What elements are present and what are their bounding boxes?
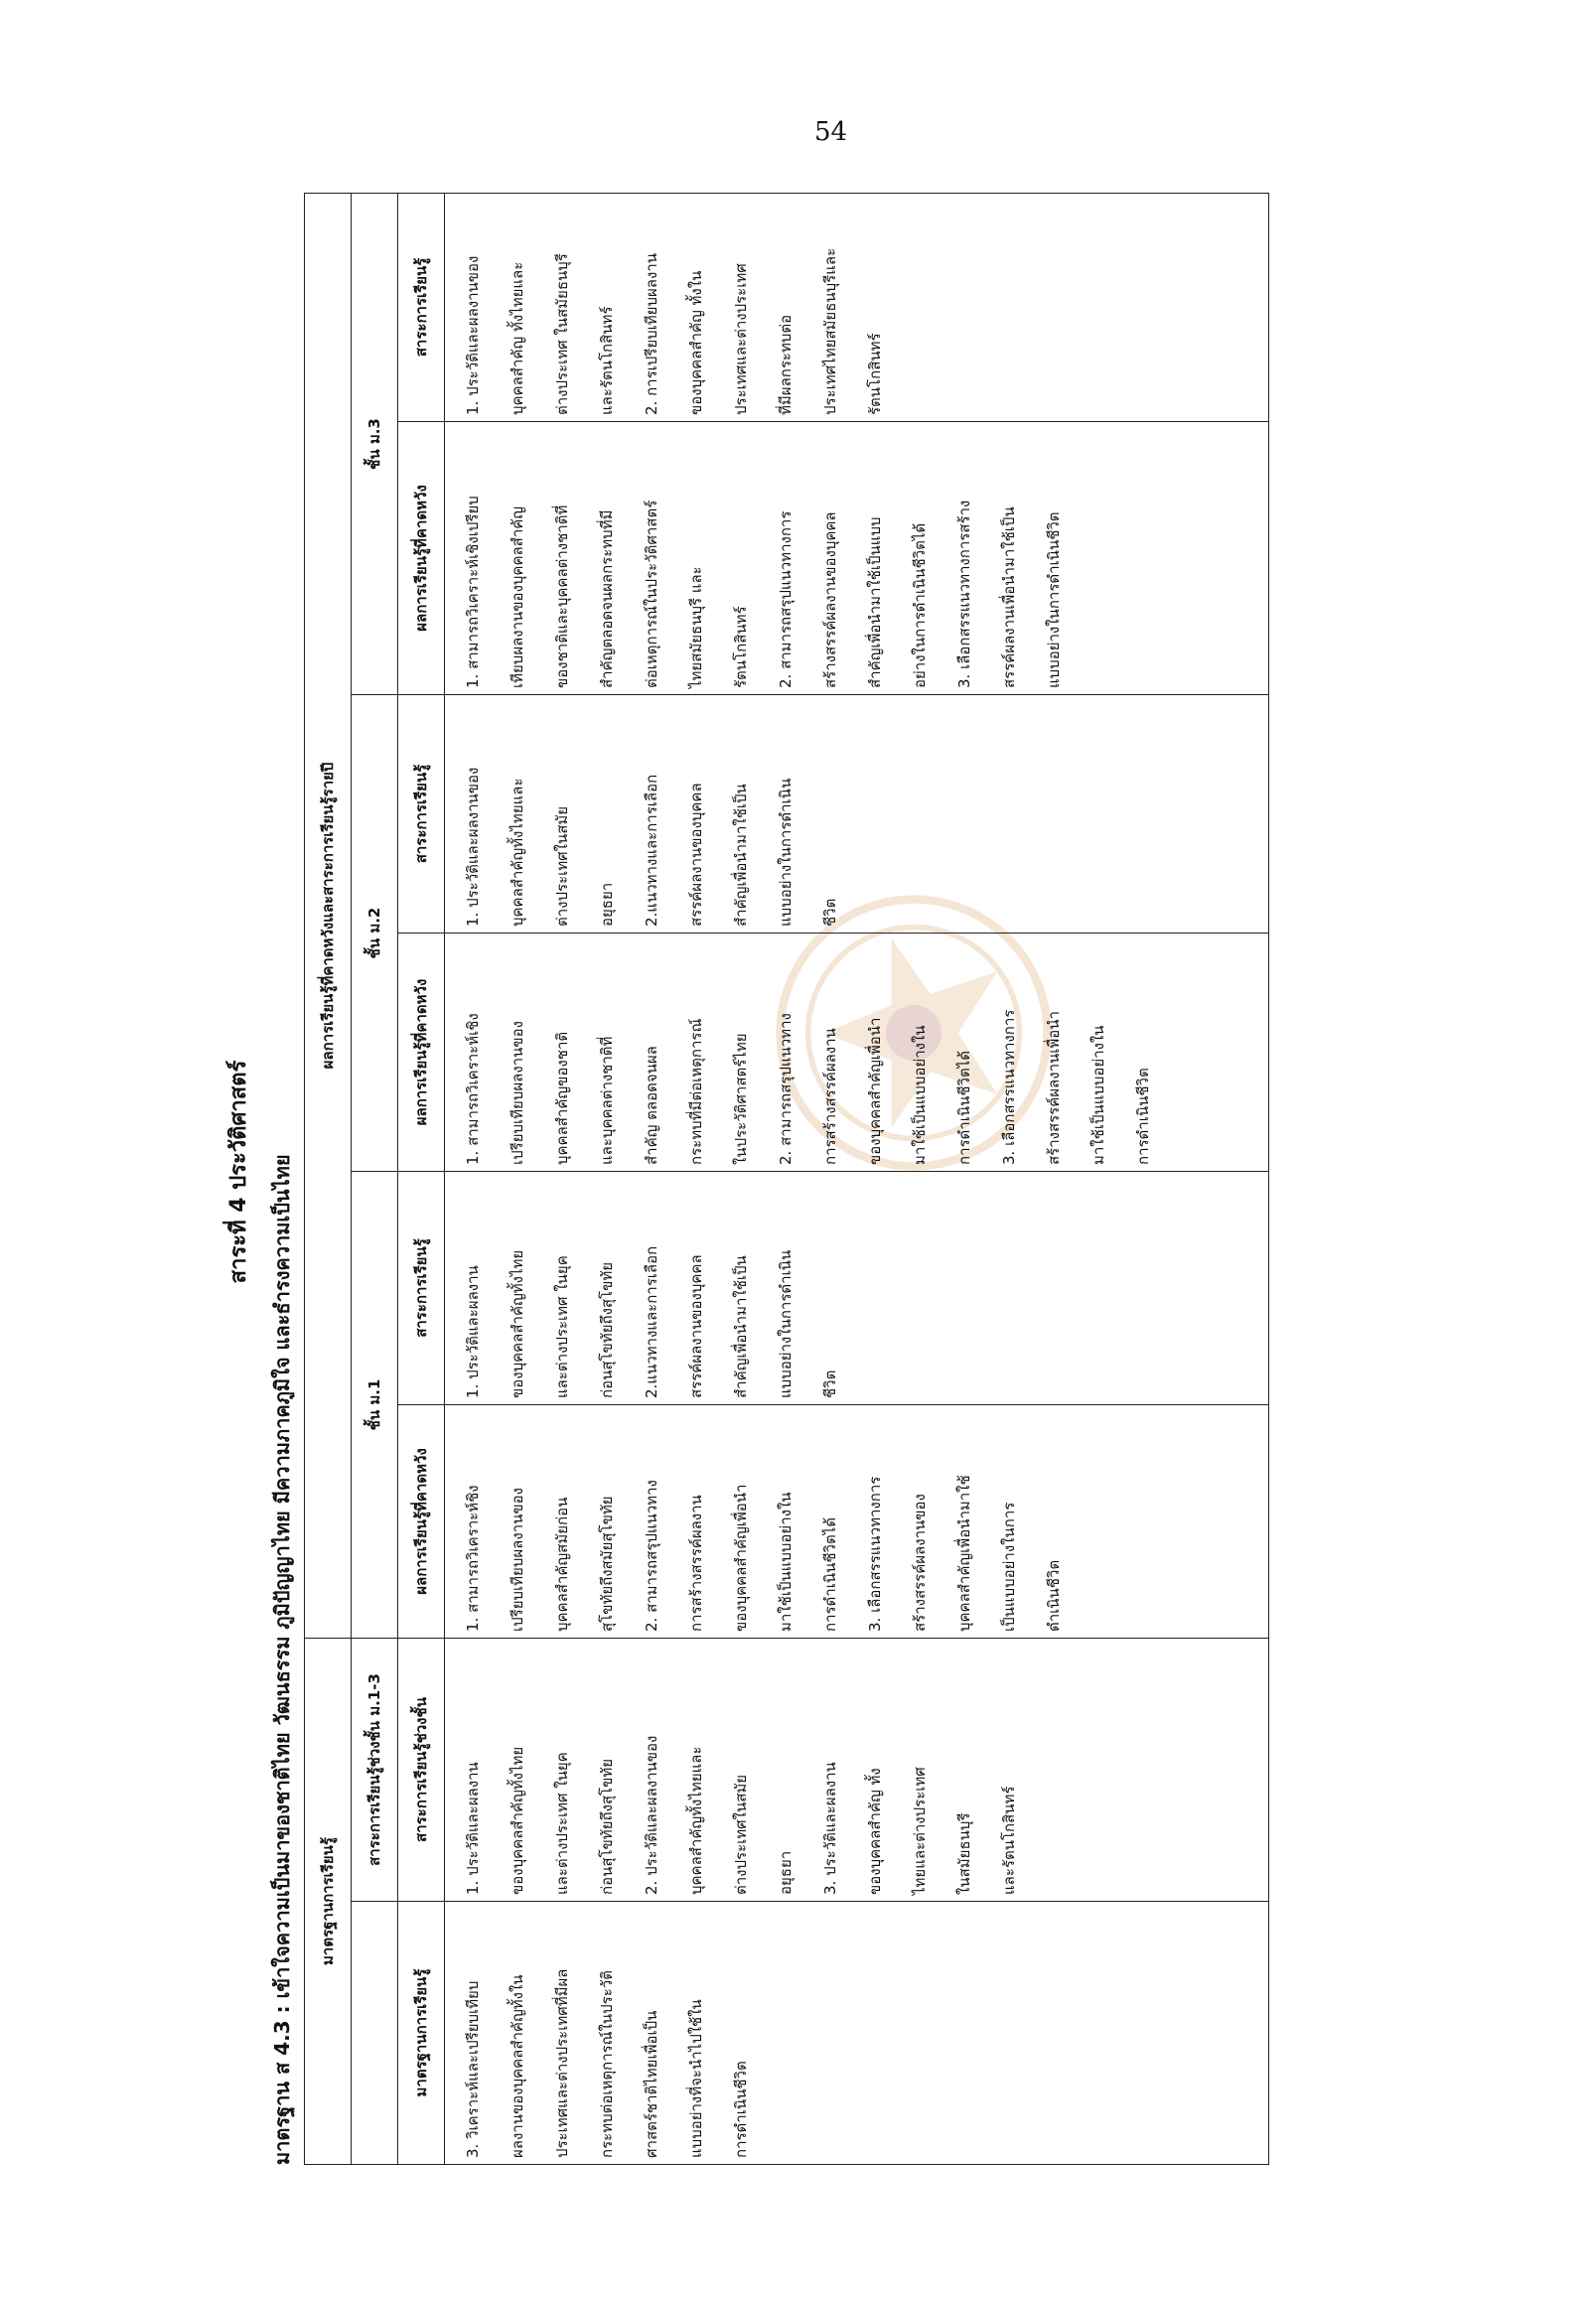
cell-line: 2.แนวทางและการเลือก xyxy=(643,774,660,927)
cell-line: ของชาติและบุคคลต่างชาติที่ xyxy=(553,504,571,688)
cell-line: และรัตนโกสินทร์ xyxy=(598,306,616,415)
cell-line: บุคคลสำคัญของชาติ xyxy=(553,1031,571,1165)
cell-line: 1. ประวัติและผลงาน xyxy=(464,1762,482,1895)
m1-expected-header: ผลการเรียนรู้ที่คาดหวัง xyxy=(398,1405,445,1639)
cell-line: แบบอย่างในการดำเนิน xyxy=(777,778,795,927)
cell-line: 1. สามารถวิเคราะห์เชิงเปรียบ xyxy=(464,496,482,688)
cell-line: 3. วิเคราะห์และเปรียบเทียบ xyxy=(464,1980,482,2158)
cell-line: 3. เลือกสรรแนวทางการ xyxy=(866,1476,884,1632)
cell-line: 1. ประวัติและผลงาน xyxy=(464,1265,482,1398)
cell-line: ไทยและต่างประเทศ xyxy=(911,1767,929,1895)
cell-line: บุคคลสำคัญสมัยก่อน xyxy=(553,1497,571,1632)
cell-line: อยุธยา xyxy=(777,1850,795,1895)
cell-line: สร้างสรรค์ผลงานของ xyxy=(911,1494,929,1632)
cell-line: ศาสตร์ชาติไทยเพื่อเป็น xyxy=(643,2010,660,2158)
cell-line: 3. เลือกสรรแนวทางการ xyxy=(1000,1009,1018,1165)
cell-line: ผลงานของบุคคลสำคัญทั้งใน xyxy=(508,1974,526,2158)
cell-line: มาใช้เป็นแบบอย่างใน xyxy=(911,1025,929,1165)
cell-line: 2. สามารถสรุปแนวทาง xyxy=(777,1013,795,1165)
cell-line: สรรค์ผลงานเพื่อนำมาใช้เป็น xyxy=(1000,506,1018,688)
cell-line: สร้างสรรค์ผลงานเพื่อนำ xyxy=(1045,1011,1063,1165)
page-number: 54 xyxy=(814,117,848,147)
cell-line: สำคัญตลอดจนผลกระทบที่มี xyxy=(598,509,616,688)
m3-expected-cell xyxy=(445,422,1269,695)
cell-line: กระทบต่อเหตุการณ์ในประวัติ xyxy=(598,1970,616,2158)
cell-line: 3. เลือกสรรแนวทางการสร้าง xyxy=(955,500,973,688)
content-range-col-header: สาระการเรียนรู้ช่วงชั้น xyxy=(398,1639,445,1902)
cell-line: ของบุคคลสำคัญเพื่อนำ xyxy=(732,1484,750,1632)
cell-line: 1. สามารถวิเคราะห์ชิง xyxy=(464,1485,482,1632)
cell-line: สุโขทัยถึงสมัยสุโขทัย xyxy=(598,1496,616,1632)
cell-line: รัตนโกสินทร์ xyxy=(866,333,884,415)
cell-line: เป็นแบบอย่างในการ xyxy=(1000,1502,1018,1632)
cell-line: 3. ประวัติและผลงาน xyxy=(821,1762,839,1895)
content-range-cell xyxy=(445,1639,1269,1902)
m1-expected-cell xyxy=(445,1405,1269,1639)
cell-line: ของบุคคลสำคัญทั้งไทย xyxy=(508,1746,526,1895)
cell-line: 1. ประวัติและผลงานของ xyxy=(464,767,482,927)
cell-line: 2. สามารถสรุปแนวทาง xyxy=(643,1480,660,1632)
grade-m1-header: ชั้น ม.1 xyxy=(352,1172,398,1639)
m3-expected-header: ผลการเรียนรู้ที่คาดหวัง xyxy=(398,422,445,695)
cell-line: อย่างในการดำเนินชีวิตได้ xyxy=(911,522,929,688)
cell-line: ของบุคคลสำคัญ ทั้ง xyxy=(866,1768,884,1895)
standard-col-header-blank xyxy=(352,1902,398,2165)
standard-col-header: มาตรฐานการเรียนรู้ xyxy=(398,1902,445,2165)
m2-content-cell xyxy=(445,695,1269,934)
cell-line: และต่างประเทศ ในยุค xyxy=(553,1255,571,1398)
cell-line: แบบอย่างที่จะนำไปใช้ใน xyxy=(687,1999,705,2158)
cell-line: เทียบผลงานของบุคคลสำคัญ xyxy=(508,505,526,688)
cell-line: สำคัญเพื่อนำมาใช้เป็นแบบ xyxy=(866,516,884,688)
cell-line: 2. สามารถสรุปแนวทางการ xyxy=(777,510,795,688)
cell-line: ก่อนสุโขทัยถึงสุโขทัย xyxy=(598,1261,616,1398)
cell-line: ในประวัติศาสตร์ไทย xyxy=(732,1033,750,1165)
cell-line: อยุธยา xyxy=(598,882,616,927)
standard-heading: มาตรฐาน ส 4.3 : เข้าใจความเป็นมาของชาติไทย วัฒนธรรม ภูมิปัญญาไทย มีความภาคภูมิใจ และธำรงความเป็นไทย xyxy=(270,1154,294,2165)
cell-line: รัตนโกสินทร์ xyxy=(732,606,750,688)
cell-line: และต่างประเทศ ในยุค xyxy=(553,1752,571,1895)
cell-line: และบุคคลต่างชาติที่ xyxy=(598,1036,616,1165)
cell-line: ประเทศไทยสมัยธนบุรีและ xyxy=(821,247,839,415)
m2-content-header: สาระการเรียนรู้ xyxy=(398,695,445,934)
cell-line: 1. สามารถวิเคราะห์เชิง xyxy=(464,1013,482,1165)
cell-line: บุคคลสำคัญทั้งไทยและ xyxy=(508,778,526,927)
strand-title: สาระที่ 4 ประวัติศาสตร์ xyxy=(226,1060,251,1284)
cell-line: สำคัญ ตลอดจนผล xyxy=(643,1046,660,1165)
cell-line: ที่มีผลกระทบต่อ xyxy=(777,314,795,415)
cell-line: ของบุคคลสำคัญเพื่อนำ xyxy=(866,1017,884,1165)
cell-line: บุคคลสำคัญเพื่อนำมาใช้ xyxy=(955,1475,973,1632)
cell-line: เปรียบเทียบผลงานของ xyxy=(508,1488,526,1632)
cell-line: บุคคลสำคัญ ทั้งไทยและ xyxy=(508,261,526,415)
standard-group-header: มาตรฐานการเรียนรู้ xyxy=(305,1639,352,2165)
landscape-content xyxy=(218,179,1271,2165)
cell-line: 2. การเปรียบเทียบผลงาน xyxy=(643,253,660,415)
cell-line: สรรค์ผลงานของบุคคล xyxy=(687,783,705,927)
cell-line: ต่างประเทศ ในสมัยธนบุรี xyxy=(553,253,571,415)
cell-line: มาใช้เป็นแบบอย่างใน xyxy=(777,1492,795,1632)
cell-line: ของบุคคลสำคัญ ทั้งใน xyxy=(687,270,705,415)
curriculum-table xyxy=(304,193,1269,2165)
grade-m2-header: ชั้น ม.2 xyxy=(352,695,398,1172)
cell-line: แบบอย่างในการดำเนินชีวิต xyxy=(1045,511,1063,688)
cell-line: การสร้างสรรค์ผลงาน xyxy=(821,1028,839,1165)
cell-line: การดำเนินชีวิตได้ xyxy=(955,1051,973,1165)
grade-m3-header: ชั้น ม.3 xyxy=(352,193,398,694)
cell-line: 2.แนวทางและการเลือก xyxy=(643,1245,660,1398)
cell-line: เปรียบเทียบผลงานของ xyxy=(508,1021,526,1165)
cell-line: ต่างประเทศในสมัย xyxy=(553,805,571,927)
m1-content-cell xyxy=(445,1172,1269,1405)
rotated-page-content xyxy=(218,179,1271,2165)
outcome-group-header: ผลการเรียนรู้ที่คาดหวังและสาระการเรียนรู้รายปี xyxy=(305,193,352,1638)
cell-line: การดำเนินชีวิต xyxy=(732,2061,750,2158)
cell-line: สำคัญเพื่อนำมาใช้เป็น xyxy=(732,1255,750,1398)
cell-line: มาใช้เป็นแบบอย่างใน xyxy=(1089,1025,1107,1165)
cell-line: การดำเนินชีวิต xyxy=(1134,1068,1152,1165)
cell-line: บุคคลสำคัญทั้งไทยและ xyxy=(687,1746,705,1895)
cell-line: ไทยสมัยธนบุรี และ xyxy=(687,566,705,688)
content-range-group-header: สาระการเรียนรู้ช่วงชั้น ม.1-3 xyxy=(352,1639,398,1902)
m2-expected-cell xyxy=(445,934,1269,1172)
cell-line: แบบอย่างในการดำเนิน xyxy=(777,1249,795,1398)
cell-line: ต่างประเทศในสมัย xyxy=(732,1774,750,1895)
m3-content-header: สาระการเรียนรู้ xyxy=(398,193,445,421)
cell-line: ต่อเหตุการณ์ในประวัติศาสตร์ xyxy=(643,500,660,688)
m1-content-header: สาระการเรียนรู้ xyxy=(398,1172,445,1405)
cell-line: การสร้างสรรค์ผลงาน xyxy=(687,1495,705,1632)
cell-line: ชีวิต xyxy=(821,898,839,927)
cell-line: 1. ประวัติและผลงานของ xyxy=(464,255,482,415)
cell-line: ในสมัยธนบุรี xyxy=(955,1812,973,1895)
cell-line: ก่อนสุโขทัยถึงสุโขทัย xyxy=(598,1758,616,1895)
cell-line: การดำเนินชีวิตได้ xyxy=(821,1517,839,1632)
cell-line: กระทบที่มีต่อเหตุการณ์ xyxy=(687,1018,705,1165)
m2-expected-header: ผลการเรียนรู้ที่คาดหวัง xyxy=(398,934,445,1172)
standard-cell xyxy=(445,1902,1269,2165)
m3-content-cell xyxy=(445,193,1269,421)
cell-line: 2. ประวัติและผลงานของ xyxy=(643,1735,660,1895)
cell-line: สร้างสรรค์ผลงานของบุคคล xyxy=(821,511,839,688)
cell-line: ของบุคคลสำคัญทั้งไทย xyxy=(508,1249,526,1398)
cell-line: ดำเนินชีวิต xyxy=(1045,1559,1063,1632)
cell-line: สรรค์ผลงานของบุคคล xyxy=(687,1254,705,1398)
cell-line: และรัตนโกสินทร์ xyxy=(1000,1786,1018,1895)
cell-line: ประเทศและต่างประเทศ xyxy=(732,263,750,415)
cell-line: ประเทศและต่างประเทศที่มีผล xyxy=(553,1968,571,2158)
cell-line: สำคัญเพื่อนำมาใช้เป็น xyxy=(732,784,750,927)
cell-line: ชีวิต xyxy=(821,1369,839,1398)
